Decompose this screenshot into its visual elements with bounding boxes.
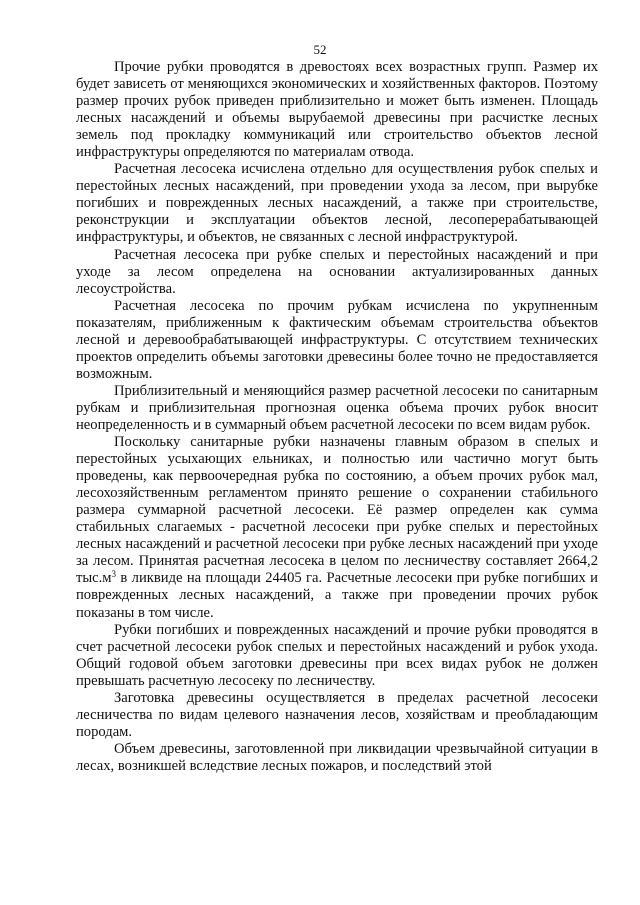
paragraph-other-fellings-estimate: Расчетная лесосека по прочим рубкам исчислена по укрупненным показателям, приближенным к фактическим объемам строительства объектов лесной и деревообрабатывающей инфраструктуры. С отсутствием технических проектов определить объемы заготовки древесины более точно не предоставляется возможным. [76, 297, 598, 382]
paragraph-sanitary-text-continued: в ликвиде на площади 24405 га. Расчетные лесосеки при рубке погибших и поврежденных лесных насаждений, а также при проведении прочих рубок показаны в том числе. [76, 570, 598, 621]
paragraph-sanitary-text: Поскольку санитарные рубки назначены главным образом в спелых и перестойных усыхающих ельниках, и полностью или частично могут быть проведены, как первоочередная рубка по состоянию, а объем прочих рубок мал, лесохозяйственным регламентом принято решение о сохранении стабильного размера суммарной расчетной лесосеки. Её размер определен как сумма стабильных слагаемых - расчетной лесосеки при рубке спелых и перестойных лесных насаждений и расчетной лесосеки при рубке лесных насаждений при уходе за лесом. Принятая расчетная лесосека в целом по лесничеству составляет 2664,2 тыс.м [76, 434, 598, 587]
paragraph-emergency-harvest: Объем древесины, заготовленной при ликвидации чрезвычайной ситуации в лесах, возникшей вследствие лесных пожаров, и последствий этой [76, 740, 598, 774]
paragraph-uncertainty: Приблизительный и меняющийся размер расчетной лесосеки по санитарным рубкам и приблизительная прогнозная оценка объема прочих рубок вносит неопределенность и в суммарный объем расчетной лесосеки по всем видам рубок. [76, 382, 598, 433]
paragraph-damaged-stands: Рубки погибших и поврежденных насаждений и прочие рубки проводятся в счет расчетной лесосеки рубок спелых и перестойных насаждений и рубок ухода. Общий годовой объем заготовки древесины при всех видах рубок не должен превышать расчетную лесосеку по лесничеству. [76, 621, 598, 689]
document-body [76, 59, 598, 775]
paragraph-harvest-limits: Заготовка древесины осуществляется в пределах расчетной лесосеки лесничества по видам целевого назначения лесов, хозяйствам и преобладающим породам. [76, 689, 598, 740]
paragraph-other-fellings: Прочие рубки проводятся в древостоях всех возрастных групп. Размер их будет зависеть от меняющихся экономических и хозяйственных факторов. Поэтому размер прочих рубок приведен приблизительно и может быть изменен. Площадь лесных насаждений и объемы вырубаемой древесины при расчистке лесных земель под прокладку коммуникаций или строительство объектов лесной инфраструктуры определяются по материалам отвода. [76, 59, 598, 161]
cubic-superscript: 3 [111, 569, 117, 580]
paragraph-sanitary-fellings [76, 434, 598, 622]
paragraph-mature-fellings-basis: Расчетная лесосека при рубке спелых и перестойных насаждений и при уходе за лесом определена на основании актуализированных данных лесоустройства. [76, 246, 598, 297]
page-number: 52 [313, 42, 327, 57]
paragraph-allowable-cut-separately: Расчетная лесосека исчислена отдельно для осуществления рубок спелых и перестойных лесных насаждений, при проведении ухода за лесом, при вырубке погибших и поврежденных лесных насаждений, а также при строительстве, реконструкции и эксплуатации объектов лесной, лесоперерабатывающей инфраструктуры, и объектов, не связанных с лесной инфраструктурой. [76, 161, 598, 246]
